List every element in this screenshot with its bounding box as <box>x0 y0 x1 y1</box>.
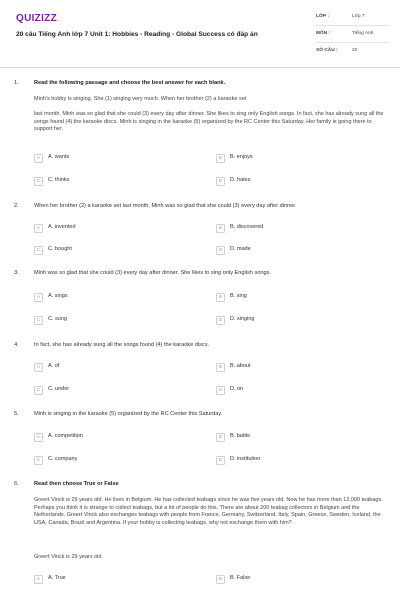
option-d[interactable] <box>216 245 251 255</box>
option-text: D. singing <box>230 316 255 323</box>
question-number: 6. <box>14 481 19 487</box>
option-b[interactable] <box>216 153 253 163</box>
question-prompt: Read then choose True or False <box>34 481 119 487</box>
option-c[interactable] <box>34 245 72 255</box>
option-a[interactable] <box>34 432 83 442</box>
option-letter-box: A <box>34 224 43 233</box>
option-text: C. under <box>48 386 70 393</box>
meta-value: 20 <box>352 48 358 54</box>
option-letter-box: A <box>34 433 43 442</box>
option-letter-box: C <box>34 386 43 395</box>
meta-table <box>316 9 390 60</box>
option-c[interactable] <box>34 176 69 186</box>
option-b[interactable] <box>216 574 250 584</box>
option-letter-box: D <box>216 246 225 255</box>
option-letter-box: A <box>34 575 43 584</box>
option-letter-box: D <box>216 456 225 465</box>
option-letter-box: B <box>216 224 225 233</box>
option-letter-box: C <box>34 246 43 255</box>
option-a[interactable] <box>34 292 68 302</box>
option-b[interactable] <box>216 223 263 233</box>
option-text: B. False <box>230 575 251 582</box>
question-prompt: In fact, she has already sung all the songs found (4) the karaoke discs. <box>34 342 210 348</box>
document-title: 20 câu Tiếng Anh lớp 7 Unit 1: Hobbies - Reading - Global Success có đáp án <box>16 31 258 38</box>
option-text: C. company <box>48 456 78 463</box>
question-number: 2. <box>14 203 19 209</box>
option-a[interactable] <box>34 223 76 233</box>
passage-paragraph: Greert Vinck is 29 years old. He lives in Belgium. He has collected teabags since he was five years old. Now he has more than 12,000 teabags. Perhaps you think it is strange to collect teabags, but a lot of people do this. There are about 200 teabag collectors in Belgium and the Netherlands. Greert Vinck also exchanges teabags with people from France, Germany, Switzerland, Italy, Spain, Greece, Sweden, Iceland, the USA, Canada, Brazil and Argentina. If your hobby is collecting teabags, why not exchange them with him? <box>34 497 383 526</box>
option-letter-box: A <box>34 293 43 302</box>
passage-paragraph: Minh's hobby is singing. She (1) singing very much. When her brother (2) a karaoke set <box>34 96 247 102</box>
option-c[interactable] <box>34 455 77 465</box>
question-number: 1. <box>14 80 19 86</box>
option-a[interactable] <box>34 153 69 163</box>
question-prompt: Minh is singing in the karaoke (5) organized by the RC Center this Saturday. <box>34 411 223 417</box>
question-number: 3. <box>14 270 19 276</box>
option-letter-box: A <box>34 363 43 372</box>
meta-row-subject <box>316 26 390 43</box>
option-c[interactable] <box>34 315 67 325</box>
option-text: C. sung <box>48 316 67 323</box>
option-text: D. hates <box>230 177 251 184</box>
option-text: A. competition <box>48 433 83 440</box>
meta-row-count <box>316 43 390 60</box>
option-letter-box: B <box>216 154 225 163</box>
option-text: A. True <box>48 575 66 582</box>
question-number: 4. <box>14 342 19 348</box>
meta-value: Tiếng Anh <box>352 30 374 36</box>
option-letter-box: C <box>34 316 43 325</box>
quizizz-logo: QUIZIZZ <box>16 13 57 24</box>
option-letter-box: B <box>216 363 225 372</box>
option-text: B. discovered <box>230 224 264 231</box>
option-a[interactable] <box>34 362 59 372</box>
question-number: 5. <box>14 411 19 417</box>
option-d[interactable] <box>216 315 254 325</box>
option-text: A. wants <box>48 154 70 161</box>
option-letter-box: D <box>216 177 225 186</box>
option-text: D. institution <box>230 456 261 463</box>
option-d[interactable] <box>216 176 250 186</box>
passage-paragraph: last month, Minh was so glad that she could (3) every day after dinner. She likes to sing only English songs. In fact, she has already sung all the songs found (4) the karaoke discs. Minh is singing in the karaoke (5) organized by the RC Center this Saturday. Her family is going there to support her. <box>34 111 384 133</box>
question-prompt: When her brother (2) a karaoke set last month, Minh was so glad that she could (3) every day after dinner. <box>34 203 297 209</box>
option-text: A. of <box>48 363 60 370</box>
option-d[interactable] <box>216 385 243 395</box>
meta-value: Lớp 7 <box>352 13 365 19</box>
worksheet-header <box>0 0 400 68</box>
option-text: A. sings <box>48 293 68 300</box>
option-letter-box: B <box>216 293 225 302</box>
option-c[interactable] <box>34 385 69 395</box>
option-d[interactable] <box>216 455 260 465</box>
option-text: B. sing <box>230 293 247 300</box>
option-text: A. invented <box>48 224 76 231</box>
question-prompt: Minh was so glad that she could (3) every day after dinner. She likes to sing only English songs. <box>34 270 271 276</box>
meta-row-class <box>316 9 390 26</box>
option-b[interactable] <box>216 292 247 302</box>
option-b[interactable] <box>216 362 251 372</box>
option-text: B. about <box>230 363 251 370</box>
option-letter-box: D <box>216 316 225 325</box>
meta-label: SỐ CÂU : <box>316 48 338 54</box>
option-letter-box: B <box>216 575 225 584</box>
option-letter-box: A <box>34 154 43 163</box>
option-letter-box: B <box>216 433 225 442</box>
option-b[interactable] <box>216 432 250 442</box>
option-text: B. enjoys <box>230 154 253 161</box>
meta-label: MÔN : <box>316 30 331 36</box>
option-text: D. made <box>230 246 251 253</box>
option-text: C. bought <box>48 246 72 253</box>
question-prompt: Read the following passage and choose the best answer for each blank. <box>34 80 226 86</box>
option-letter-box: C <box>34 177 43 186</box>
option-text: C. thinks <box>48 177 70 184</box>
option-letter-box: C <box>34 456 43 465</box>
option-text: B. battle <box>230 433 251 440</box>
meta-label: LỚP : <box>316 13 330 19</box>
passage-statement: Greert Vinck is 29 years old. <box>34 554 103 560</box>
option-a[interactable] <box>34 574 66 584</box>
option-text: D. on <box>230 386 244 393</box>
option-letter-box: D <box>216 386 225 395</box>
